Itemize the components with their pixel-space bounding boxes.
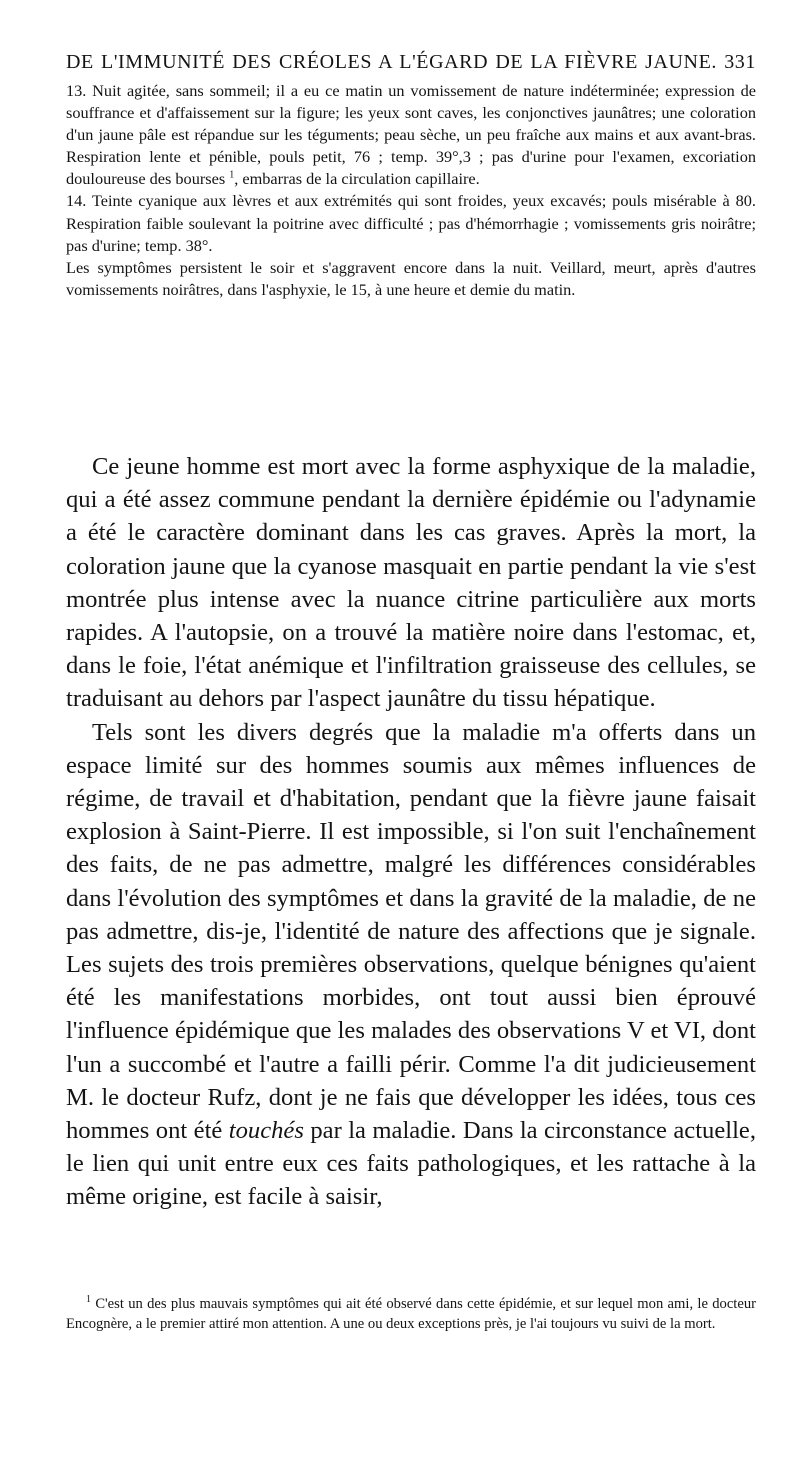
footnote-marker: 1 [86, 1294, 91, 1306]
footnote-reference: 1 [229, 169, 235, 181]
observation-notes [66, 80, 756, 301]
footnote-1: $^1$ C'est un des plus mauvais symptômes qui ait été observé dans cette épidémie, et sur lequel mon ami, le docteur Encognère, a le premier attiré mon attention. A une ou deux exceptions près, je l'ai toujours vu suivi de la mort. [66, 1294, 756, 1332]
observation-evening: Les symptômes persistent le soir et s'aggravent encore dans la nuit. Veillard, meurt, après d'autres vomissements noirâtres, dans l'asphyxie, le 15, à une heure et demie du matin. [66, 257, 756, 299]
paragraph-1: Ce jeune homme est mort avec la forme asphyxique de la maladie, qui a été assez commune pendant la dernière épidémie ou l'adynamie a été le caractère dominant dans les cas graves. Après la mort, la coloration jaune que la cyanose masquait en partie pendant la vie s'est montrée plus intense avec la nuance citrine particulière aux morts rapides. A l'autopsie, on a trouvé la matière noire dans l'estomac, et, dans le foie, l'état anémique et l'infiltration graisseuse des cellules, se traduisant au dehors par l'aspect jaunâtre du tissu hépatique. [66, 453, 756, 713]
paragraph-2: Tels sont les divers degrés que la maladie m'a offerts dans un espace limité sur des hommes soumis aux mêmes influences de régime, de travail et d'habitation, pendant que la fièvre jaune faisait explosion à Saint-Pierre. Il est impossible, si l'on suit l'enchaînement des faits, de ne pas admettre, malgré les différences considérables dans l'évolution des symptômes et dans la gravité de la maladie, de ne pas admettre, dis-je, l'identité de nature des affections que je signale. Les sujets des trois premières observations, quelque bénignes qu'aient été les manifestations morbides, ont tout aussi bien éprouvé l'influence épidémique que les malades des observations V et VI, dont l'un a succombé et l'autre a failli périr. Comme l'a dit judicieusement M. le docteur Rufz, dont je ne fais que développer les idées, tous ces hommes ont été touchés par la maladie. Dans la circonstance actuelle, le lien qui unit entre eux ces faits pathologiques, et les rattache à la même origine, est facile à saisir, [66, 718, 756, 1211]
running-header [66, 50, 756, 74]
observation-13: 13. Nuit agitée, sans sommeil; il a eu ce matin un vomissement de nature indéterminée; expression de souffrance et d'affaissement sur la figure; les yeux sont caves, les conjonctives jaunâtres; une coloration d'un jaune pâle est répandue sur les téguments; peau sèche, un peu fraîche aux mains et aux avant-bras. Respiration lente et pénible, pouls petit, 76 ; temp. 39°,3 ; pas d'urine pour l'examen, excoriation douloureuse des bourses $^1$, embarras de la circulation capillaire. [66, 81, 756, 189]
footnotes [66, 1294, 756, 1334]
main-text [66, 450, 756, 1214]
observation-14: 14. Teinte cyanique aux lèvres et aux extrémités qui sont froides, yeux excavés; pouls misérable à 80. Respiration faible soulevant la poitrine avec difficulté ; pas d'hémorrhagie ; vomissements gris noirâtre; pas d'urine; temp. 38°. [66, 191, 756, 255]
page-number: 331 [724, 51, 757, 73]
emphasis-touches: touchés [228, 1117, 304, 1145]
running-title: DE L'IMMUNITÉ DES CRÉOLES A L'ÉGARD DE LA FIÈVRE JAUNE. [66, 51, 718, 73]
